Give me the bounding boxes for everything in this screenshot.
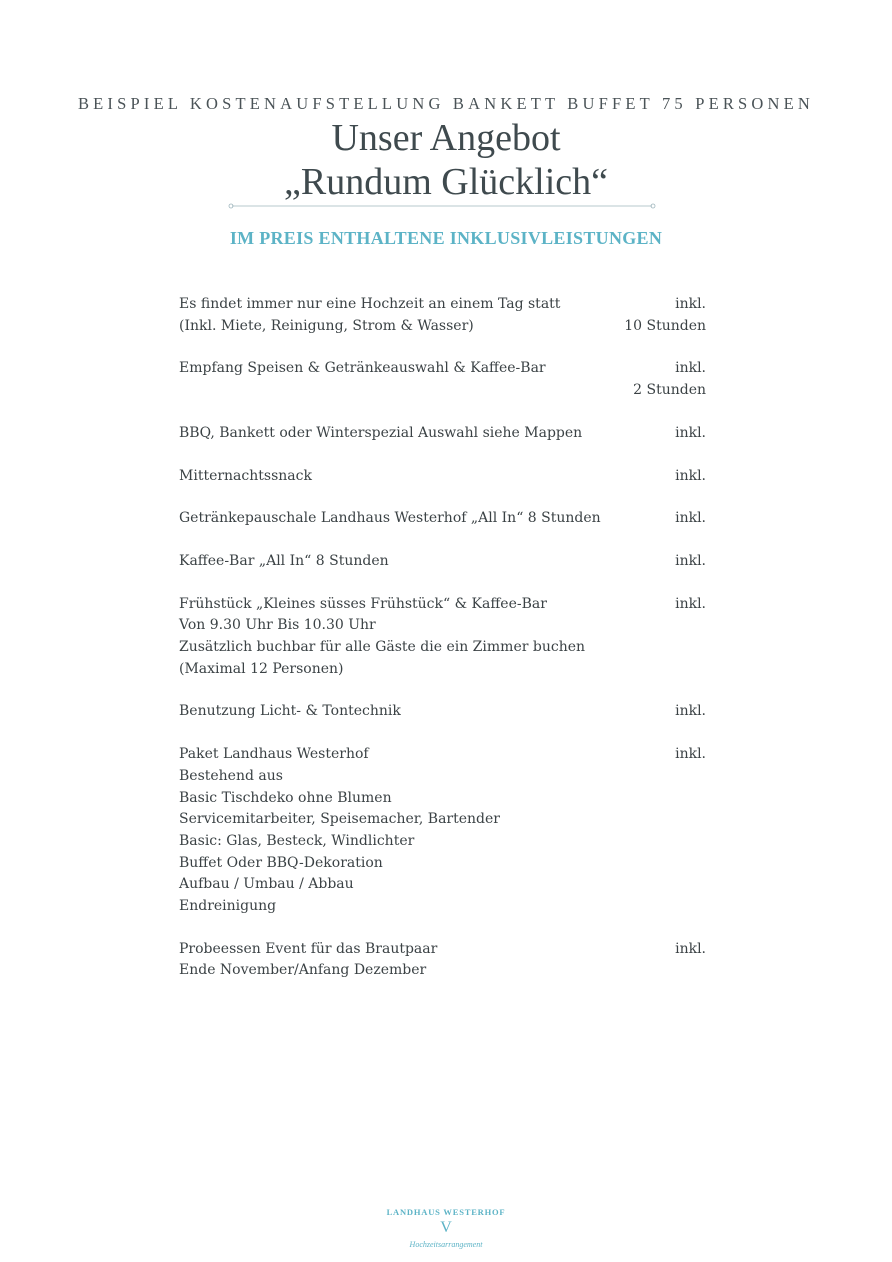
service-value: inkl. [675, 296, 706, 312]
service-value: inkl. [675, 746, 706, 763]
service-value: 2 Stunden [633, 382, 706, 399]
service-line [179, 466, 706, 488]
service-line [179, 853, 706, 875]
service-item [179, 358, 706, 401]
service-value: 10 Stunden [624, 317, 706, 334]
service-line [179, 615, 706, 637]
service-value: inkl. [675, 467, 706, 484]
service-line [179, 809, 706, 831]
service-line [179, 766, 706, 788]
service-item [179, 701, 706, 723]
service-item [179, 294, 706, 337]
service-value: inkl. [675, 940, 706, 957]
page-title [0, 116, 892, 204]
service-item [179, 744, 706, 918]
service-text: Kaffee-Bar „All In“ 8 Stunden [179, 552, 389, 569]
service-text: Von 9.30 Uhr Bis 10.30 Uhr [179, 617, 376, 634]
service-value: inkl. [675, 552, 706, 569]
service-value: inkl. [675, 510, 706, 527]
service-text: Bestehend aus [179, 767, 283, 784]
service-line [179, 594, 706, 616]
service-line [179, 423, 706, 445]
service-text: Getränkepauschale Landhaus Westerhof „All In“ 8 Stunden [179, 510, 601, 527]
service-line [179, 294, 706, 316]
service-text: Es findet immer nur eine Hochzeit an einem Tag statt [179, 296, 561, 312]
title-line-2: „Rundum Glücklich“ [284, 161, 608, 203]
service-line [179, 637, 706, 659]
service-text: (Inkl. Miete, Reinigung, Strom & Wasser) [179, 317, 474, 334]
service-text: (Maximal 12 Personen) [179, 660, 344, 677]
service-text: Buffet Oder BBQ-Dekoration [179, 854, 383, 871]
service-item [179, 594, 706, 681]
service-line [179, 551, 706, 573]
service-text [179, 380, 633, 402]
service-value: inkl. [675, 595, 706, 612]
service-text: Servicemitarbeiter, Speisemacher, Bartender [179, 811, 500, 828]
service-item [179, 551, 706, 573]
service-text: Zusätzlich buchbar für alle Gäste die ein Zimmer buchen [179, 639, 586, 656]
service-item [179, 423, 706, 445]
service-line [179, 358, 706, 380]
service-value: inkl. [675, 703, 706, 720]
service-line [179, 316, 706, 338]
service-text: Aufbau / Umbau / Abbau [179, 876, 354, 893]
service-line [179, 659, 706, 681]
title-line-1: Unser Angebot [331, 117, 561, 159]
service-line [179, 788, 706, 810]
service-line [179, 896, 706, 918]
service-value: inkl. [675, 424, 706, 441]
service-line [179, 744, 706, 766]
service-text: Frühstück „Kleines süsses Frühstück“ & Kaffee-Bar [179, 595, 547, 612]
service-line [179, 508, 706, 530]
service-text: Probeessen Event für das Brautpaar [179, 940, 438, 957]
service-item [179, 466, 706, 488]
service-text: Basic Tischdeko ohne Blumen [179, 789, 392, 806]
service-text: BBQ, Bankett oder Winterspezial Auswahl siehe Mappen [179, 424, 583, 441]
footer-subtitle: Hochzeitsarrangement [409, 1240, 483, 1249]
service-line [179, 939, 706, 961]
footer-brand: LANDHAUS WESTERHOF [386, 1207, 506, 1217]
service-line [179, 874, 706, 896]
title-divider [228, 199, 656, 213]
service-text: Basic: Glas, Besteck, Windlichter [179, 832, 415, 849]
service-line [179, 380, 706, 402]
service-line [179, 831, 706, 853]
service-item [179, 939, 706, 982]
service-text: Ende November/Anfang Dezember [179, 962, 427, 979]
service-item [179, 508, 706, 530]
service-text: Paket Landhaus Westerhof [179, 746, 369, 763]
service-value: inkl. [675, 360, 706, 377]
service-line [179, 701, 706, 723]
section-subheading: IM PREIS ENTHALTENE INKLUSIVLEISTUNGEN [229, 228, 663, 248]
service-text: Endreinigung [179, 898, 277, 915]
service-text: Benutzung Licht- & Tontechnik [179, 703, 401, 720]
page-number: V [440, 1219, 452, 1236]
service-text: Mitternachtssnack [179, 467, 312, 484]
service-text: Empfang Speisen & Getränkeauswahl & Kaffee-Bar [179, 360, 546, 377]
services-list [179, 294, 706, 982]
document-eyebrow: BEISPIEL KOSTENAUFSTELLUNG BANKETT BUFFET 75 PERSONEN [77, 94, 815, 113]
service-line [179, 960, 706, 982]
